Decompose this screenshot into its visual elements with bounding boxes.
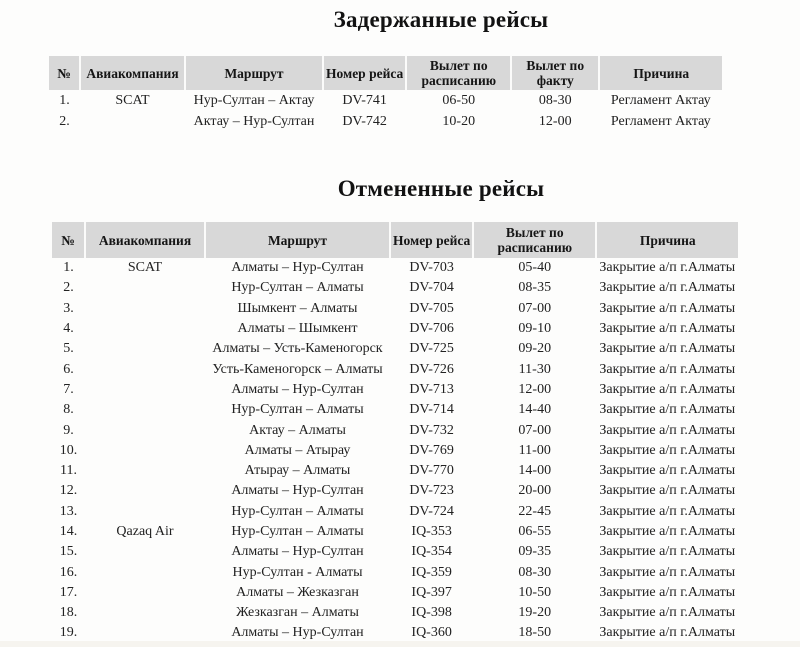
flight-number-cell: DV-725 [409, 341, 454, 357]
flight-number-cell: IQ-354 [411, 544, 452, 560]
airline-cell [85, 400, 205, 420]
route-cell: Актау – Нур-Султан [193, 113, 315, 129]
row-number-cell: 1. [63, 260, 74, 276]
table-row [52, 339, 738, 359]
airline-cell [85, 278, 205, 298]
table-row [52, 380, 738, 400]
route-cell: Алматы – Нур-Султан [231, 544, 364, 560]
reason-cell: Закрытие а/п г.Алматы [599, 341, 736, 357]
table-row [52, 420, 738, 440]
table-row [52, 583, 738, 603]
reason-header: Причина [599, 56, 722, 90]
actual-departure-cell: 08-30 [538, 92, 572, 108]
row-number-cell: 9. [63, 422, 74, 438]
scheduled-departure-cell: 11-30 [518, 361, 551, 377]
scheduled-departure-cell: 14-40 [518, 402, 552, 418]
reason-cell: Закрытие а/п г.Алматы [599, 361, 736, 377]
table-row [52, 299, 738, 319]
airline-cell: SCAT [115, 92, 150, 108]
scheduled-departure-cell: 10-50 [518, 584, 552, 600]
row-number-cell: 16. [59, 564, 78, 580]
row-number-cell: 12. [59, 483, 78, 499]
scheduled-departure-cell: 09-20 [518, 341, 552, 357]
flight-number-cell: DV-770 [409, 463, 454, 479]
airline-cell: SCAT [127, 260, 163, 276]
scheduled-departure-cell: 19-20 [518, 605, 552, 621]
reason-cell: Закрытие а/п г.Алматы [599, 280, 736, 296]
table-row [52, 319, 738, 339]
reason-cell: Закрытие а/п г.Алматы [599, 584, 736, 600]
route-header: Маршрут [205, 222, 390, 258]
row-number-header: № [52, 222, 85, 258]
reason-cell: Закрытие а/п г.Алматы [599, 483, 736, 499]
scheduled-departure-cell: 09-35 [518, 544, 552, 560]
airline-cell [85, 461, 205, 481]
airline-cell [85, 542, 205, 562]
row-number-cell: 10. [59, 442, 78, 458]
table-row [49, 111, 722, 132]
delayed-table [49, 56, 722, 132]
flight-number-cell: DV-742 [342, 113, 387, 129]
flight-number-cell: IQ-397 [411, 584, 452, 600]
table-row [49, 90, 722, 111]
table-row [52, 603, 738, 623]
airline-cell [85, 420, 205, 440]
reason-cell: Закрытие а/п г.Алматы [599, 564, 736, 580]
row-number-cell: 19. [59, 625, 78, 641]
route-cell: Алматы – Шымкент [237, 321, 358, 337]
row-number-cell: 17. [59, 584, 78, 600]
reason-cell: Закрытие а/п г.Алматы [599, 260, 736, 276]
flight-number-header: Номер рейса [323, 56, 406, 90]
flight-number-cell: IQ-359 [411, 564, 452, 580]
route-cell: Жезказган – Алматы [236, 605, 359, 621]
airline-cell [85, 441, 205, 461]
route-cell: Атырау – Алматы [244, 463, 351, 479]
airline-cell [85, 481, 205, 501]
row-number-cell: 13. [59, 503, 78, 519]
row-number-cell: 8. [63, 402, 74, 418]
route-cell: Алматы – Усть-Каменогорск [212, 341, 383, 357]
reason-cell: Закрытие а/п г.Алматы [599, 605, 736, 621]
route-cell: Шымкент – Алматы [237, 300, 358, 316]
scheduled-departure-cell: 06-50 [442, 92, 476, 108]
route-cell: Усть-Каменогорск – Алматы [212, 361, 383, 377]
reason-cell: Закрытие а/п г.Алматы [599, 381, 736, 397]
reason-cell: Регламент Актау [610, 92, 711, 108]
flight-number-cell: IQ-398 [411, 605, 452, 621]
route-cell: Актау – Алматы [249, 422, 346, 438]
row-number-cell: 2. [59, 113, 70, 129]
row-number-cell: 4. [63, 321, 74, 337]
route-cell: Алматы – Жезказган [236, 584, 359, 600]
flight-number-cell: DV-726 [409, 361, 454, 377]
table-row [52, 441, 738, 461]
scheduled-departure-header: Вылет по расписанию [473, 222, 596, 258]
table-row [52, 502, 738, 522]
table-row [52, 359, 738, 379]
reason-cell: Закрытие а/п г.Алматы [599, 422, 736, 438]
header-row [52, 222, 738, 258]
route-cell: Алматы – Нур-Султан [231, 483, 364, 499]
airline-cell [85, 299, 205, 319]
row-number-cell: 5. [63, 341, 74, 357]
cancelled-flights-table [52, 222, 738, 644]
scheduled-departure-cell: 08-30 [518, 564, 552, 580]
airline-cell [85, 583, 205, 603]
table-row [52, 562, 738, 582]
flight-number-cell: IQ-360 [411, 625, 452, 641]
reason-header: Причина [596, 222, 738, 258]
table-row [52, 258, 738, 278]
airline-cell [85, 339, 205, 359]
row-number-cell: 1. [59, 92, 70, 108]
scheduled-departure-cell: 07-00 [518, 300, 552, 316]
row-number-cell: 2. [63, 280, 74, 296]
reason-cell: Закрытие а/п г.Алматы [599, 544, 736, 560]
row-number-cell: 3. [63, 300, 74, 316]
flight-number-cell: DV-713 [409, 381, 454, 397]
row-number-header: № [49, 56, 80, 90]
airline-cell [85, 359, 205, 379]
header-row [49, 56, 722, 90]
scheduled-departure-cell: 06-55 [518, 524, 552, 539]
scheduled-departure-cell: 14-00 [518, 463, 552, 479]
airline-header: Авиакомпания [80, 56, 185, 90]
airline-cell [85, 603, 205, 623]
table-row [52, 461, 738, 481]
table-row [52, 522, 738, 542]
route-cell: Нур-Султан – Алматы [231, 524, 364, 539]
actual-departure-cell: 12-00 [538, 113, 572, 129]
scheduled-departure-cell: 22-45 [518, 503, 552, 519]
row-number-cell: 11. [60, 463, 77, 479]
reason-cell: Закрытие а/п г.Алматы [599, 503, 736, 519]
scheduled-departure-cell: 12-00 [518, 381, 552, 397]
flight-number-cell: DV-703 [409, 260, 454, 276]
airline-cell [85, 319, 205, 339]
reason-cell: Регламент Актау [610, 113, 711, 129]
scheduled-departure-header: Вылет по расписанию [406, 56, 511, 90]
route-cell: Нур-Султан – Актау [193, 92, 315, 108]
flight-number-cell: DV-705 [409, 300, 454, 316]
flight-number-cell: DV-706 [409, 321, 454, 337]
scheduled-departure-cell: 05-40 [518, 260, 552, 276]
route-cell: Алматы – Нур-Султан [231, 260, 364, 276]
airline-cell [85, 380, 205, 400]
scheduled-departure-cell: 10-20 [442, 113, 476, 129]
flight-number-cell: DV-714 [409, 402, 454, 418]
page-edge-shadow [0, 641, 800, 647]
flight-number-header: Номер рейса [390, 222, 473, 258]
route-cell: Алматы – Атырау [244, 442, 351, 458]
row-number-cell: 14. [59, 524, 78, 539]
airline-cell [85, 502, 205, 522]
cancelled-flights-title: Отмененные рейсы [337, 176, 545, 201]
reason-cell: Закрытие а/п г.Алматы [599, 625, 736, 641]
actual-departure-header: Вылет по факту [511, 56, 599, 90]
reason-cell: Закрытие а/п г.Алматы [599, 321, 736, 337]
flight-number-cell: DV-769 [409, 442, 454, 458]
flight-number-cell: DV-724 [409, 503, 454, 519]
reason-cell: Закрытие а/п г.Алматы [599, 524, 736, 539]
reason-cell: Закрытие а/п г.Алматы [599, 442, 736, 458]
route-cell: Нур-Султан – Алматы [231, 402, 364, 418]
delayed-flights-title: Задержанные рейсы [333, 7, 549, 32]
route-header: Маршрут [185, 56, 323, 90]
row-number-cell: 7. [63, 381, 74, 397]
flight-number-cell: DV-741 [342, 92, 387, 108]
reason-cell: Закрытие а/п г.Алматы [599, 300, 736, 316]
route-cell: Нур-Султан – Алматы [231, 280, 364, 296]
row-number-cell: 6. [63, 361, 74, 377]
route-cell: Алматы – Нур-Султан [231, 625, 364, 641]
scheduled-departure-cell: 09-10 [518, 321, 552, 337]
reason-cell: Закрытие а/п г.Алматы [599, 402, 736, 418]
table-row [52, 400, 738, 420]
flight-number-cell: DV-704 [409, 280, 454, 296]
table-row [52, 481, 738, 501]
airline-cell [80, 111, 185, 132]
table-row [52, 542, 738, 562]
airline-cell [85, 562, 205, 582]
table-row [52, 278, 738, 298]
scheduled-departure-cell: 07-00 [518, 422, 552, 438]
scheduled-departure-cell: 18-50 [518, 625, 552, 641]
route-cell: Алматы – Нур-Султан [231, 381, 364, 397]
flight-number-cell: DV-732 [409, 422, 454, 438]
row-number-cell: 18. [59, 605, 78, 621]
route-cell: Нур-Султан - Алматы [232, 564, 363, 580]
scheduled-departure-cell: 08-35 [518, 280, 552, 296]
delayed-flights-table [49, 56, 722, 132]
scheduled-departure-cell: 20-00 [518, 483, 552, 499]
airline-cell: Qazaq Air [116, 524, 174, 539]
cancelled-table [52, 222, 738, 644]
scheduled-departure-cell: 11-00 [518, 442, 551, 458]
reason-cell: Закрытие а/п г.Алматы [599, 463, 736, 479]
airline-header: Авиакомпания [85, 222, 205, 258]
flight-number-cell: DV-723 [409, 483, 454, 499]
row-number-cell: 15. [59, 544, 78, 560]
flight-number-cell: IQ-353 [411, 524, 452, 539]
route-cell: Нур-Султан – Алматы [231, 503, 364, 519]
